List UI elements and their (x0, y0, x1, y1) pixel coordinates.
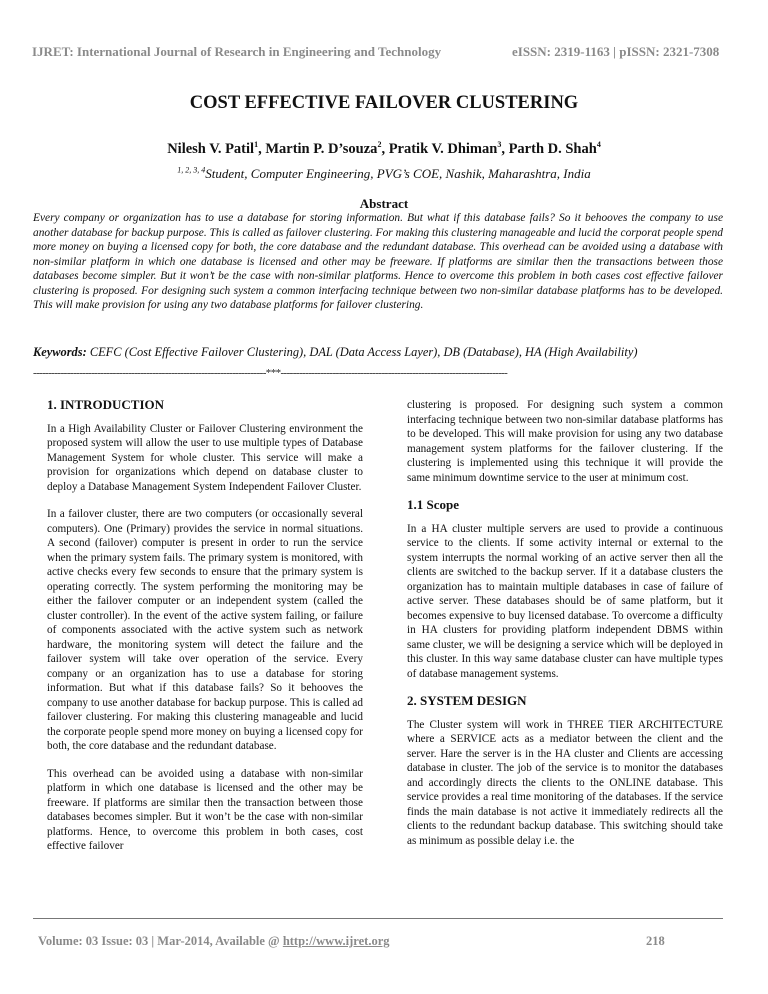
journal-link[interactable]: http://www.ijret.org (282, 934, 390, 948)
affiliation (0, 166, 768, 182)
scope-heading: 1.1 Scope (407, 497, 459, 512)
abstract-heading: Abstract (359, 196, 409, 211)
author-list: Nilesh V. Patil$^1$, Martin P. D’souza$^2$, Pratik V. Dhiman$^3$, Parth D. Shah$^4$ (167, 140, 601, 157)
system-design-heading: 2. SYSTEM DESIGN (407, 693, 527, 708)
author-index: 1 (254, 140, 259, 150)
section-separator: ----------------------------------------------------------------------------***-------------------------------------------------------------------------- (33, 367, 508, 379)
page-number: 218 (646, 934, 665, 948)
affiliation-text: Student, Computer Engineering, PVG’s COE, Nashik, Maharashtra, India (205, 166, 591, 181)
footer-volume (38, 934, 390, 949)
paragraph: In a HA cluster multiple servers are used to provide a continuous service to the clients. If some activity internal or external to the system interrupts the normal working of an active server then all the clients are switched to the backup server. If it a database clusters the organization has to maintain multiple databases in case of failure of active server. These databases should be of same platform, but it becomes expensive to buy licensed database. To overcome a difficulty in HA clusters for providing platform independent DBMS within same cluster, we will be designing a service which will be deployed in this cluster. In this way same database cluster can have multiple types of database management systems. (407, 522, 723, 680)
abstract-body: Every company or organization has to use a database for storing information. But what if this database fails? So it behooves the company to use another database for backup purpose. This is called as failover clustering. For making this clustering manageable and lucid the corporat people spend more money on buying a licensed copy for both, the core database and the redundant database. This overhead can be avoided using a database with non-similar platform in which one database is licensed and other may be freeware. If platforms are similar then the transactions between those databases become simpler. But it won’t be the case with non-similar platforms. Hence to overcome this problem in both cases cost effective failover clustering is proposed. For designing such system a common interfacing technique between two non-similar database platforms has to be developed. This will make provision for using any two database platforms for failover clustering. (33, 212, 724, 311)
journal-header: IJRET: International Journal of Research in Engineering and Technology (32, 44, 442, 59)
author-name: Martin P. D’souza (265, 141, 378, 157)
issn-header: eISSN: 2319-1163 | pISSN: 2321-7308 (512, 44, 720, 59)
right-column (407, 398, 723, 861)
author-name: Nilesh V. Patil (167, 141, 255, 157)
footer-rule (33, 918, 723, 919)
author-index: 2 (377, 140, 382, 150)
author-name: Parth D. Shah (508, 141, 597, 157)
left-column (47, 398, 363, 867)
keywords-label: Keywords: (33, 345, 87, 359)
paragraph: This overhead can be avoided using a database with non-similar platform in which one database is licensed and the other may be freeware. If platforms are similar then the transaction between those databases becomes simpler. But it won’t be the case with non-similar platforms. Hence, to overcome this problem in both cases, cost effective failover (47, 767, 363, 852)
affiliation-index: 1, 2, 3, 4 (177, 165, 206, 175)
paragraph: In a High Availability Cluster or Failover Clustering environment the proposed system will allow the user to use multiple types of Database Management System for whole cluster. This service will make a provision for organizations which depend on database cluster to deploy a Database Management System Independent Failover Cluster. (47, 422, 363, 493)
author-name: Pratik V. Dhiman (388, 141, 498, 157)
paragraph: clustering is proposed. For designing such system a common interfacing technique between two non-similar database platforms has to be developed. This will make provision for using any two database management system platforms for the failover clustering. If the clustering is implemented using this technique it will provide the same minimum downtime service to the user at minimum cost. (407, 399, 723, 484)
paper-title: COST EFFECTIVE FAILOVER CLUSTERING (189, 93, 579, 113)
paragraph: The Cluster system will work in THREE TIER ARCHITECTURE where a SERVICE acts as a mediator between the client and the server. Hare the server is in the HA cluster and Clients are accessing database in cluster. The job of the service is to monitor the databases and accordingly directs the clients to the ONLINE database. This service provides a real time monitoring of the databases. If the service finds the main database is not active it immediately redirects all the clients to the redundant backup database. This switching should take as minimum as possible delay i.e. the (407, 718, 723, 847)
footer-volume-text: Volume: 03 Issue: 03 | Mar-2014, Available @ (38, 934, 283, 948)
keywords (33, 345, 733, 360)
keywords-text: CEFC (Cost Effective Failover Clustering), DAL (Data Access Layer), DB (Database), HA (High Availability) (89, 345, 638, 359)
author-index: 3 (497, 140, 502, 150)
author-index: 4 (596, 140, 601, 150)
paragraph: In a failover cluster, there are two computers (or occasionally several computers). One (Primary) provides the service in normal situations. A second (failover) computer is present in order to run the service when the primary system fails. The primary system is monitored, with active checks every few seconds to ensure that the primary system is operating correctly. The system performing the monitoring may be either the failover computer or an independent system (called the cluster controller). In the event of the active system failing, or failure of components associated with the active system such as network hardware, the monitoring system will detect the failure and the failover system will take over operation of the service. Every company or an organization has to use a database for storing information. But what if this database fails? So it behooves the company to use another database for backup purpose. This is called ad failover clustering. For making this clustering manageable and lucid the corporate people spend more money on buying a licensed copy for both, the core database and the redundant database. (47, 508, 363, 752)
introduction-heading: 1. INTRODUCTION (47, 397, 165, 412)
